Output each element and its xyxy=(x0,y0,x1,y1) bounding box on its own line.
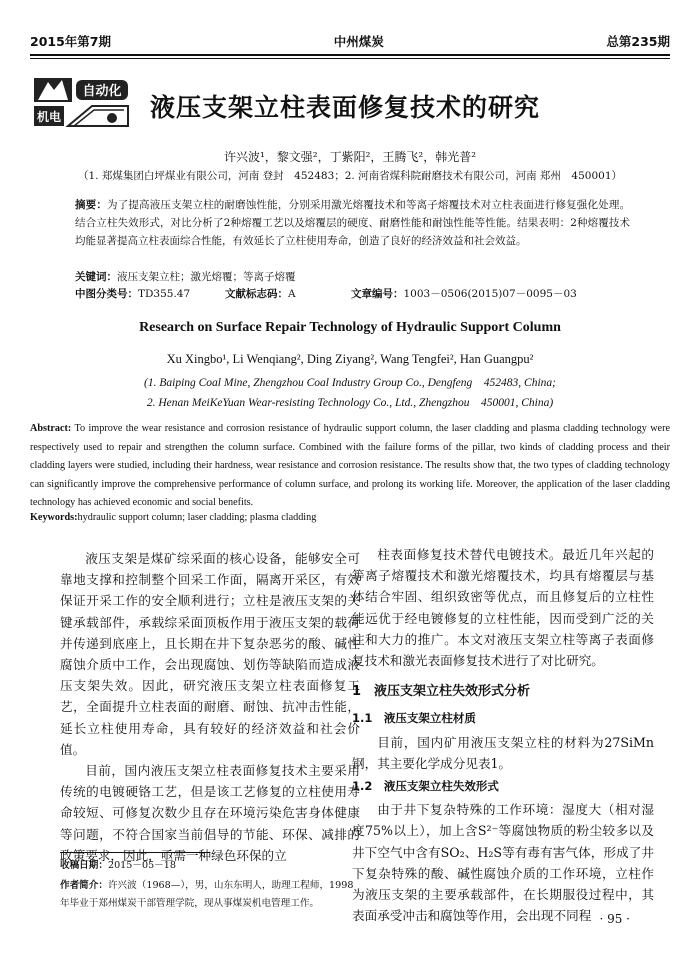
keywords-cn-text: 液压支架立柱；激光熔覆；等离子熔覆 xyxy=(117,271,296,283)
keywords-cn xyxy=(75,268,630,286)
doc-code-label: 文献标志码： xyxy=(225,288,288,300)
subsection-heading-1-1: 1.1 液压支架立柱材质 xyxy=(352,711,476,726)
keywords-en-label: Keywords: xyxy=(30,512,78,523)
footnote-rule xyxy=(60,852,210,853)
section-heading-1: 1 液压支架立柱失效形式分析 xyxy=(352,684,531,700)
keywords-en-text: hydraulic support column; laser cladding; plasma cladding xyxy=(77,512,317,523)
affiliation-cn: （1. 郑煤集团白坪煤业有限公司，河南 登封 452483；2. 河南省煤科院耐磨技术有限公司，河南 郑州 450001） xyxy=(77,170,623,182)
mechatronics-automation-logo xyxy=(32,74,130,130)
article-no-value: 1003－0506(2015)07－0095－03 xyxy=(403,288,577,300)
affiliation-en-2: 2. Henan MeiKeYuan Wear-resisting Technology Co., Ltd., Zhengzhou 450001, China) xyxy=(146,397,554,409)
subsection-heading-1-2: 1.2 液压支架立柱失效形式 xyxy=(352,779,499,794)
page-number: · 95 · xyxy=(599,912,630,926)
received-value: 2015－05－18 xyxy=(107,860,176,871)
paper-title-en: Research on Surface Repair Technology of Hydraulic Support Column xyxy=(139,320,561,335)
abstract-en-text: To improve the wear resistance and corrosion resistance of hydraulic support column, the laser cladding and plasma cladding technology were respectively used to repair and strengthen the column surface. Combined with the failure forms of the pillar, two kinds of cladding process and their cladding layers were studied, including their hardness, wear resistance and corrosion resistance. The results show that, the two types of cladding technology can significantly improve the comprehensive performance of column surface, and prolong its working life. Moreover, the application of the laser cladding technology has achieved economic and social benefits. xyxy=(30,423,670,509)
journal-name: 中州煤炭 xyxy=(333,34,384,49)
logo-text-bottom: 机电 xyxy=(36,110,62,124)
abstract-cn-text: 为了提高液压支架立柱的耐磨蚀性能，分别采用激光熔覆技术和等离子熔覆技术对立柱表面进行修复强化处理。结合立柱失效形式，对比分析了2种熔覆工艺以及熔覆层的硬度、耐磨性能和耐蚀性能等性能。结果表明：2种熔覆技术均能显著提高立柱表面综合性能，有效延长了立柱使用寿命，创造了良好的经济效益和社会效益。 xyxy=(75,199,630,247)
author-bio xyxy=(60,877,360,913)
clc-label: 中图分类号： xyxy=(75,288,138,300)
received-date xyxy=(60,857,360,875)
affiliation-en-1: (1. Baiping Coal Mine, Zhengzhou Coal Industry Group Co., Dengfeng 452483, China; xyxy=(144,377,556,389)
doc-code-value: A xyxy=(288,288,296,300)
body-column-left xyxy=(60,548,360,866)
received-label: 收稿日期： xyxy=(60,860,108,871)
abstract-en-label: Abstract: xyxy=(30,423,72,434)
abstract-cn xyxy=(75,196,630,250)
authors-cn: 许兴波¹，黎文强²，丁紫阳²，王腾飞²，韩光普² xyxy=(223,150,477,164)
clc-value: TD355.47 xyxy=(138,288,191,300)
keywords-cn-label: 关键词： xyxy=(75,271,117,283)
body-paragraph: 柱表面修复技术替代电镀技术。最近几年兴起的等离子熔覆技术和激光熔覆技术，均具有熔覆层与基体结合牢固、组织致密等优点，而且修复后的立柱性能远优于经电镀修复的立柱性能，因而受到广泛的关注和大力的推广。本文对液压支架立柱等离子表面修复技术和激光表面修复技术进行了对比研究。 xyxy=(352,547,654,669)
journal-issue: 2015年第7期 xyxy=(30,34,111,49)
article-no-label: 文章编号： xyxy=(351,288,404,300)
running-header xyxy=(30,30,670,52)
total-issue: 总第235期 xyxy=(606,34,670,49)
body-paragraph: 目前，国内矿用液压支架立柱的材料为27SiMn钢，其主要化学成分见表1。 xyxy=(352,734,654,771)
classification-row xyxy=(75,286,577,301)
abstract-en xyxy=(30,420,670,513)
abstract-cn-label: 摘要： xyxy=(75,199,108,211)
authors-en: Xu Xingbo¹, Li Wenqiang², Ding Ziyang², Wang Tengfei², Han Guangpu² xyxy=(166,352,534,366)
keywords-en xyxy=(30,512,670,523)
body-paragraph: 目前，国内液压支架立柱表面修复技术主要采用传统的电镀硬铬工艺，但是该工艺修复的立柱使用寿命较短、可修复次数少且存在环境污染危害身体健康等问题，不符合国家当前倡导的节能、环保、减排的政策要求，因此，亟需一种绿色环保的立 xyxy=(60,763,360,863)
paper-title-cn: 液压支架立柱表面修复技术的研究 xyxy=(150,93,541,122)
bio-value: 许兴波（1968—），男，山东东明人，助理工程师，1998年毕业于郑州煤炭干部管理学院，现从事煤炭机电管理工作。 xyxy=(60,880,354,909)
header-rule-thin xyxy=(30,58,670,59)
header-rule xyxy=(30,54,670,56)
bio-label: 作者简介： xyxy=(60,880,108,891)
body-paragraph: 由于井下复杂特殊的工作环境：湿度大（相对湿度75%以上），加上含S²⁻等腐蚀物质的粉尘较多以及井下空气中含有SO₂、H₂S等有毒有害气体，形成了井下复杂特殊的酸、碱性腐蚀介质的工作环境，立柱作为液压支架的主要承载部件，在长期服役过程中，其表面承受冲击和腐蚀等作用，会出现不同程 xyxy=(352,802,654,924)
logo-text-top: 自动化 xyxy=(82,84,122,99)
body-paragraph: 液压支架是煤矿综采面的核心设备，能够安全可靠地支撑和控制整个回采工作面，隔离开采区，有效保证开采工作的安全顺利进行；立柱是液压支架的关键承载部件，承载综采面顶板作用于液压支架的载荷并传递到底座上，且长期在井下复杂恶劣的酸、碱性腐蚀介质中工作，会出现腐蚀、划伤等缺陷而造成液压支架失效。因此，研究液压支架立柱表面修复工艺，全面提升立柱表面的耐磨、耐蚀、抗冲击性能，延长立柱使用寿命，具有较好的经济效益和社会价值。 xyxy=(60,551,360,757)
body-column-right xyxy=(352,544,654,926)
